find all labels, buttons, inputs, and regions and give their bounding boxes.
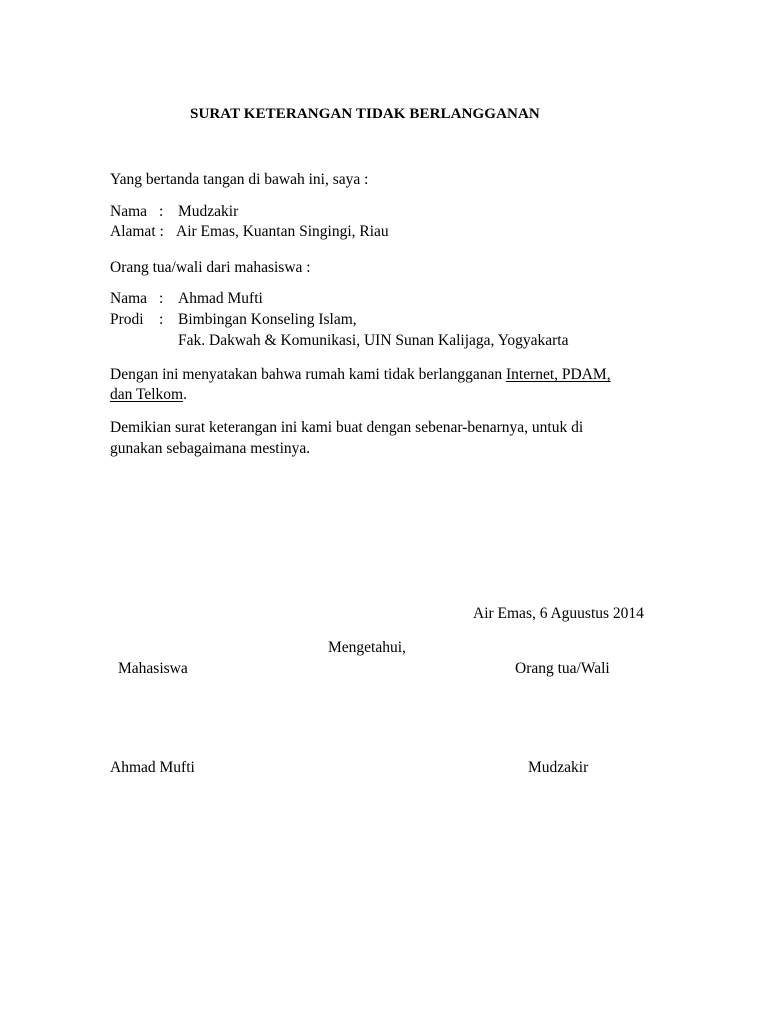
student-intro-text: Orang tua/wali dari mahasiswa : bbox=[110, 259, 311, 276]
student-faculty-value: Fak. Dakwah & Komunikasi, UIN Sunan Kalijaga, Yogyakarta bbox=[178, 332, 569, 349]
statement-suffix: . bbox=[183, 386, 187, 403]
student-prodi-separator: : bbox=[159, 311, 164, 328]
student-name-separator: : bbox=[159, 290, 164, 307]
intro-text: Yang bertanda tangan di bawah ini, saya : bbox=[110, 171, 369, 188]
parent-name-value: Mudzakir bbox=[178, 203, 239, 220]
statement-line-2 bbox=[110, 385, 187, 405]
closing-line-2: gunakan sebagaimana mestinya. bbox=[110, 440, 311, 457]
parent-signature-name: Mudzakir bbox=[528, 759, 589, 776]
student-signature-name: Ahmad Mufti bbox=[110, 759, 195, 776]
statement-prefix: Dengan ini menyatakan bahwa rumah kami tidak berlangganan bbox=[110, 366, 503, 383]
parent-address-value: Air Emas, Kuantan Singingi, Riau bbox=[176, 223, 389, 240]
parent-name-separator: : bbox=[159, 203, 164, 220]
student-prodi-value: Bimbingan Konseling Islam, bbox=[178, 311, 357, 328]
student-name-label: Nama bbox=[110, 290, 148, 307]
place-date: Air Emas, 6 Aguustus 2014 bbox=[473, 605, 644, 622]
student-prodi-label: Prodi bbox=[110, 311, 144, 328]
statement-line-1 bbox=[110, 365, 611, 385]
student-name-value: Ahmad Mufti bbox=[178, 290, 263, 307]
parent-signature-role: Orang tua/Wali bbox=[515, 660, 610, 677]
parent-address-label: Alamat : bbox=[110, 223, 164, 240]
parent-name-label: Nama bbox=[110, 203, 148, 220]
letter-title: SURAT KETERANGAN TIDAK BERLANGGANAN bbox=[190, 106, 540, 122]
statement-services-2: dan Telkom bbox=[110, 386, 184, 403]
acknowledged-label: Mengetahui, bbox=[328, 639, 406, 656]
student-signature-role: Mahasiswa bbox=[118, 660, 188, 677]
statement-services-1: Internet, PDAM, bbox=[505, 366, 611, 383]
closing-line-1: Demikian surat keterangan ini kami buat dengan sebenar-benarnya, untuk di bbox=[110, 419, 584, 436]
